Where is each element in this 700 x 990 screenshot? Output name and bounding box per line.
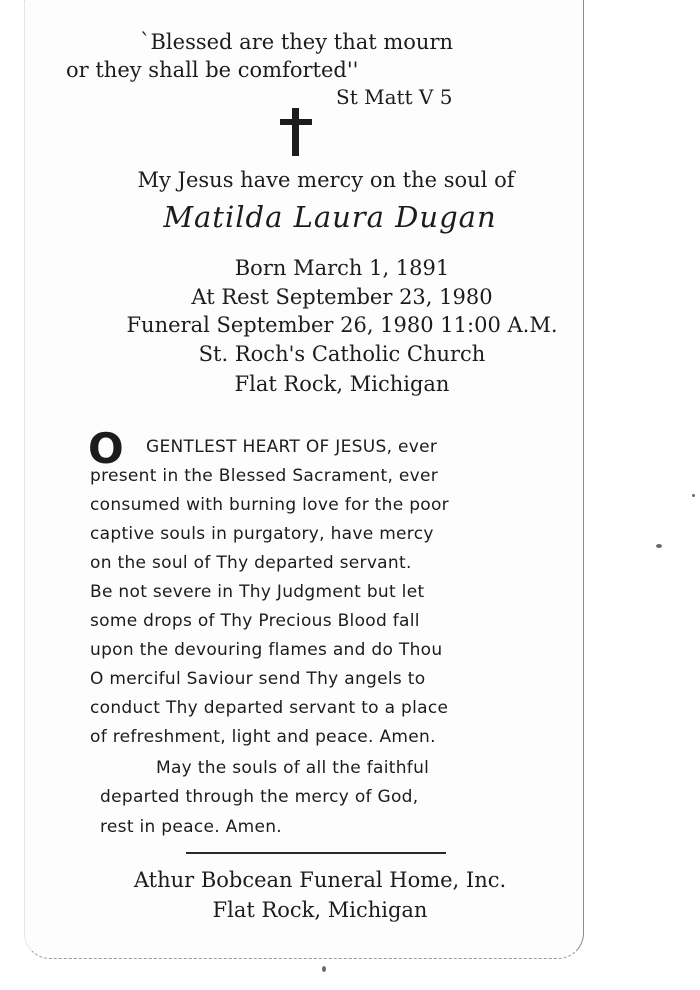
prayer-line: O merciful Saviour send Thy angels to [90, 669, 426, 689]
scan-speck [656, 544, 662, 548]
prayer-line: conduct Thy departed servant to a place [90, 698, 449, 718]
prayer-line: departed through the mercy of God, [100, 787, 419, 807]
prayer-line: on the soul of Thy departed servant. [90, 553, 412, 573]
prayer-line: consumed with burning love for the poor [90, 495, 449, 515]
cross-icon [278, 106, 314, 158]
divider [186, 852, 446, 854]
prayer-line: May the souls of all the faithful [156, 758, 430, 778]
verse-line-2: or they shall be comforted'' [66, 58, 359, 82]
prayer-line: Be not severe in Thy Judgment but let [90, 582, 425, 602]
prayer-line: GENTLEST HEART OF JESUS, ever [146, 437, 438, 457]
scan-speck [322, 966, 326, 972]
prayer-line: captive souls in purgatory, have mercy [90, 524, 434, 544]
verse-citation: St Matt V 5 [336, 85, 453, 109]
prayer-line: upon the devouring flames and do Thou [90, 640, 443, 660]
prayer-line: present in the Blessed Sacrament, ever [90, 466, 439, 486]
prayer-line: some drops of Thy Precious Blood fall [90, 611, 420, 631]
verse-line-1: `Blessed are they that mourn [140, 30, 454, 54]
rest-date: At Rest September 23, 1980 [191, 285, 493, 309]
prayer-intro: My Jesus have mercy on the soul of [137, 168, 515, 192]
prayer-line: of refreshment, light and peace. Amen. [90, 727, 436, 747]
born-date: Born March 1, 1891 [234, 256, 450, 280]
funeral-date: Funeral September 26, 1980 11:00 A.M. [126, 313, 558, 337]
scan-speck [692, 494, 695, 497]
deceased-name: Matilda Laura Dugan [163, 200, 497, 234]
funeral-home: Athur Bobcean Funeral Home, Inc. [133, 868, 507, 892]
church-name: St. Roch's Catholic Church [198, 342, 486, 366]
prayer-line: rest in peace. Amen. [100, 817, 283, 837]
funeral-home-location: Flat Rock, Michigan [212, 898, 428, 922]
prayer-initial: O [88, 424, 124, 473]
church-location: Flat Rock, Michigan [234, 372, 450, 396]
